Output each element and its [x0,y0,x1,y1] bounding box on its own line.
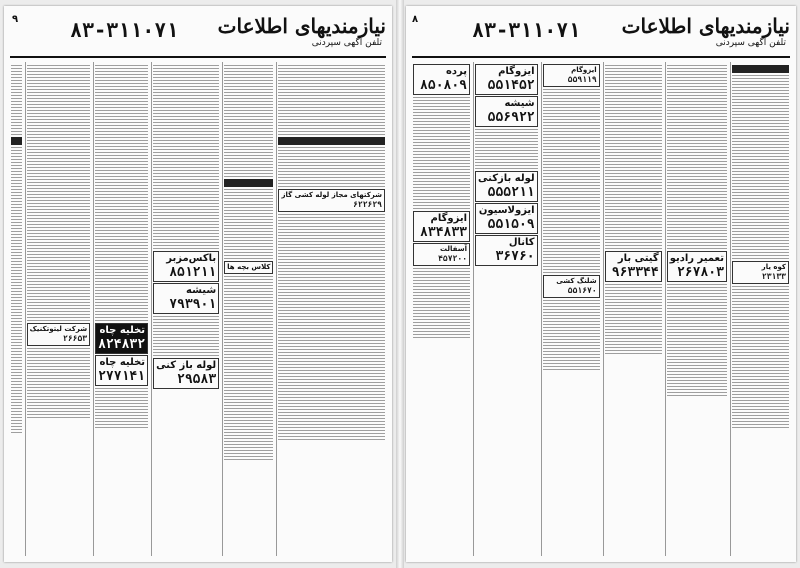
classified-ad: شیشه ۷۹۳۹۰۱ [153,283,219,314]
right-subtitle: تلفن آگهی سپردنی [715,38,786,48]
right-page [406,6,796,562]
left-masthead [10,12,386,58]
classified-ad: باکس‌مزبر ۸۵۱۲۱۱ [153,251,219,282]
column [93,62,149,556]
classified-ad: شیشه ۵۵۶۹۲۲ [475,96,538,127]
classified-ad: گیتی بار ۹۶۳۳۴۴ [605,251,662,282]
column [276,62,386,556]
classified-ad: تعمیر رادیو ۲۶۷۸۰۳ [667,251,727,282]
classified-ad: شرکتهای مجاز لوله کشی گاز ۶۲۲۶۲۹ [278,189,385,212]
column [473,62,539,556]
classified-ad: شرکت لیتوتکنیک ۲۶۶۵۳ [27,323,90,346]
right-phone: ۸۳-۳۱۱۰۷۱ [472,18,581,42]
left-subtitle: تلفن آگهی سپردنی [311,38,382,48]
classified-ad: ایزوگام ۵۵۱۴۵۲ [475,64,538,95]
classified-ad: کانال ۳۶۷۶۰ [475,235,538,266]
page-gutter [396,0,404,568]
left-columns [10,62,386,556]
column [222,62,274,556]
classified-ad: لوله باز کنی ۲۹۵۸۳ [153,358,219,389]
right-masthead [412,12,790,58]
left-page-number: ۹ [12,14,19,25]
column [665,62,728,556]
right-page-number: ۸ [412,14,419,25]
right-columns [412,62,790,556]
classified-ad: ایزولاسیون ۵۵۱۵۰۹ [475,203,538,234]
column [541,62,601,556]
left-title: نیازمندیهای اطلاعات [217,14,386,38]
right-title: نیازمندیهای اطلاعات [621,14,790,38]
column [603,62,663,556]
column [25,62,91,556]
left-phone: ۸۳-۳۱۱۰۷۱ [70,18,179,42]
classified-ad: تخلیه چاه ۲۷۷۱۴۱ [95,355,148,386]
column [10,62,23,556]
column [151,62,220,556]
classified-ad: لوله بازکنی ۵۵۵۲۱۱ [475,171,538,202]
classified-ad: تخلیه چاه ۸۲۴۸۳۲ [95,323,148,354]
classified-ad: شلنگ کشی ۵۵۱۶۷۰ [543,275,600,298]
classified-ad: پرده ۸۵۰۸۰۹ [413,64,470,95]
classified-ad: ایزوگام ۸۳۴۸۳۳ [413,211,470,242]
classified-ad: ایزوگام ۵۵۹۱۱۹ [543,64,600,87]
classified-ad: آسفالت ۴۵۷۲۰۰ [413,243,470,266]
classified-ad: کلاس بچه ها [224,261,273,274]
column [730,62,790,556]
column [412,62,471,556]
classified-ad: کوه یار ۲۳۱۳۳ [732,261,789,284]
left-page [4,6,392,562]
